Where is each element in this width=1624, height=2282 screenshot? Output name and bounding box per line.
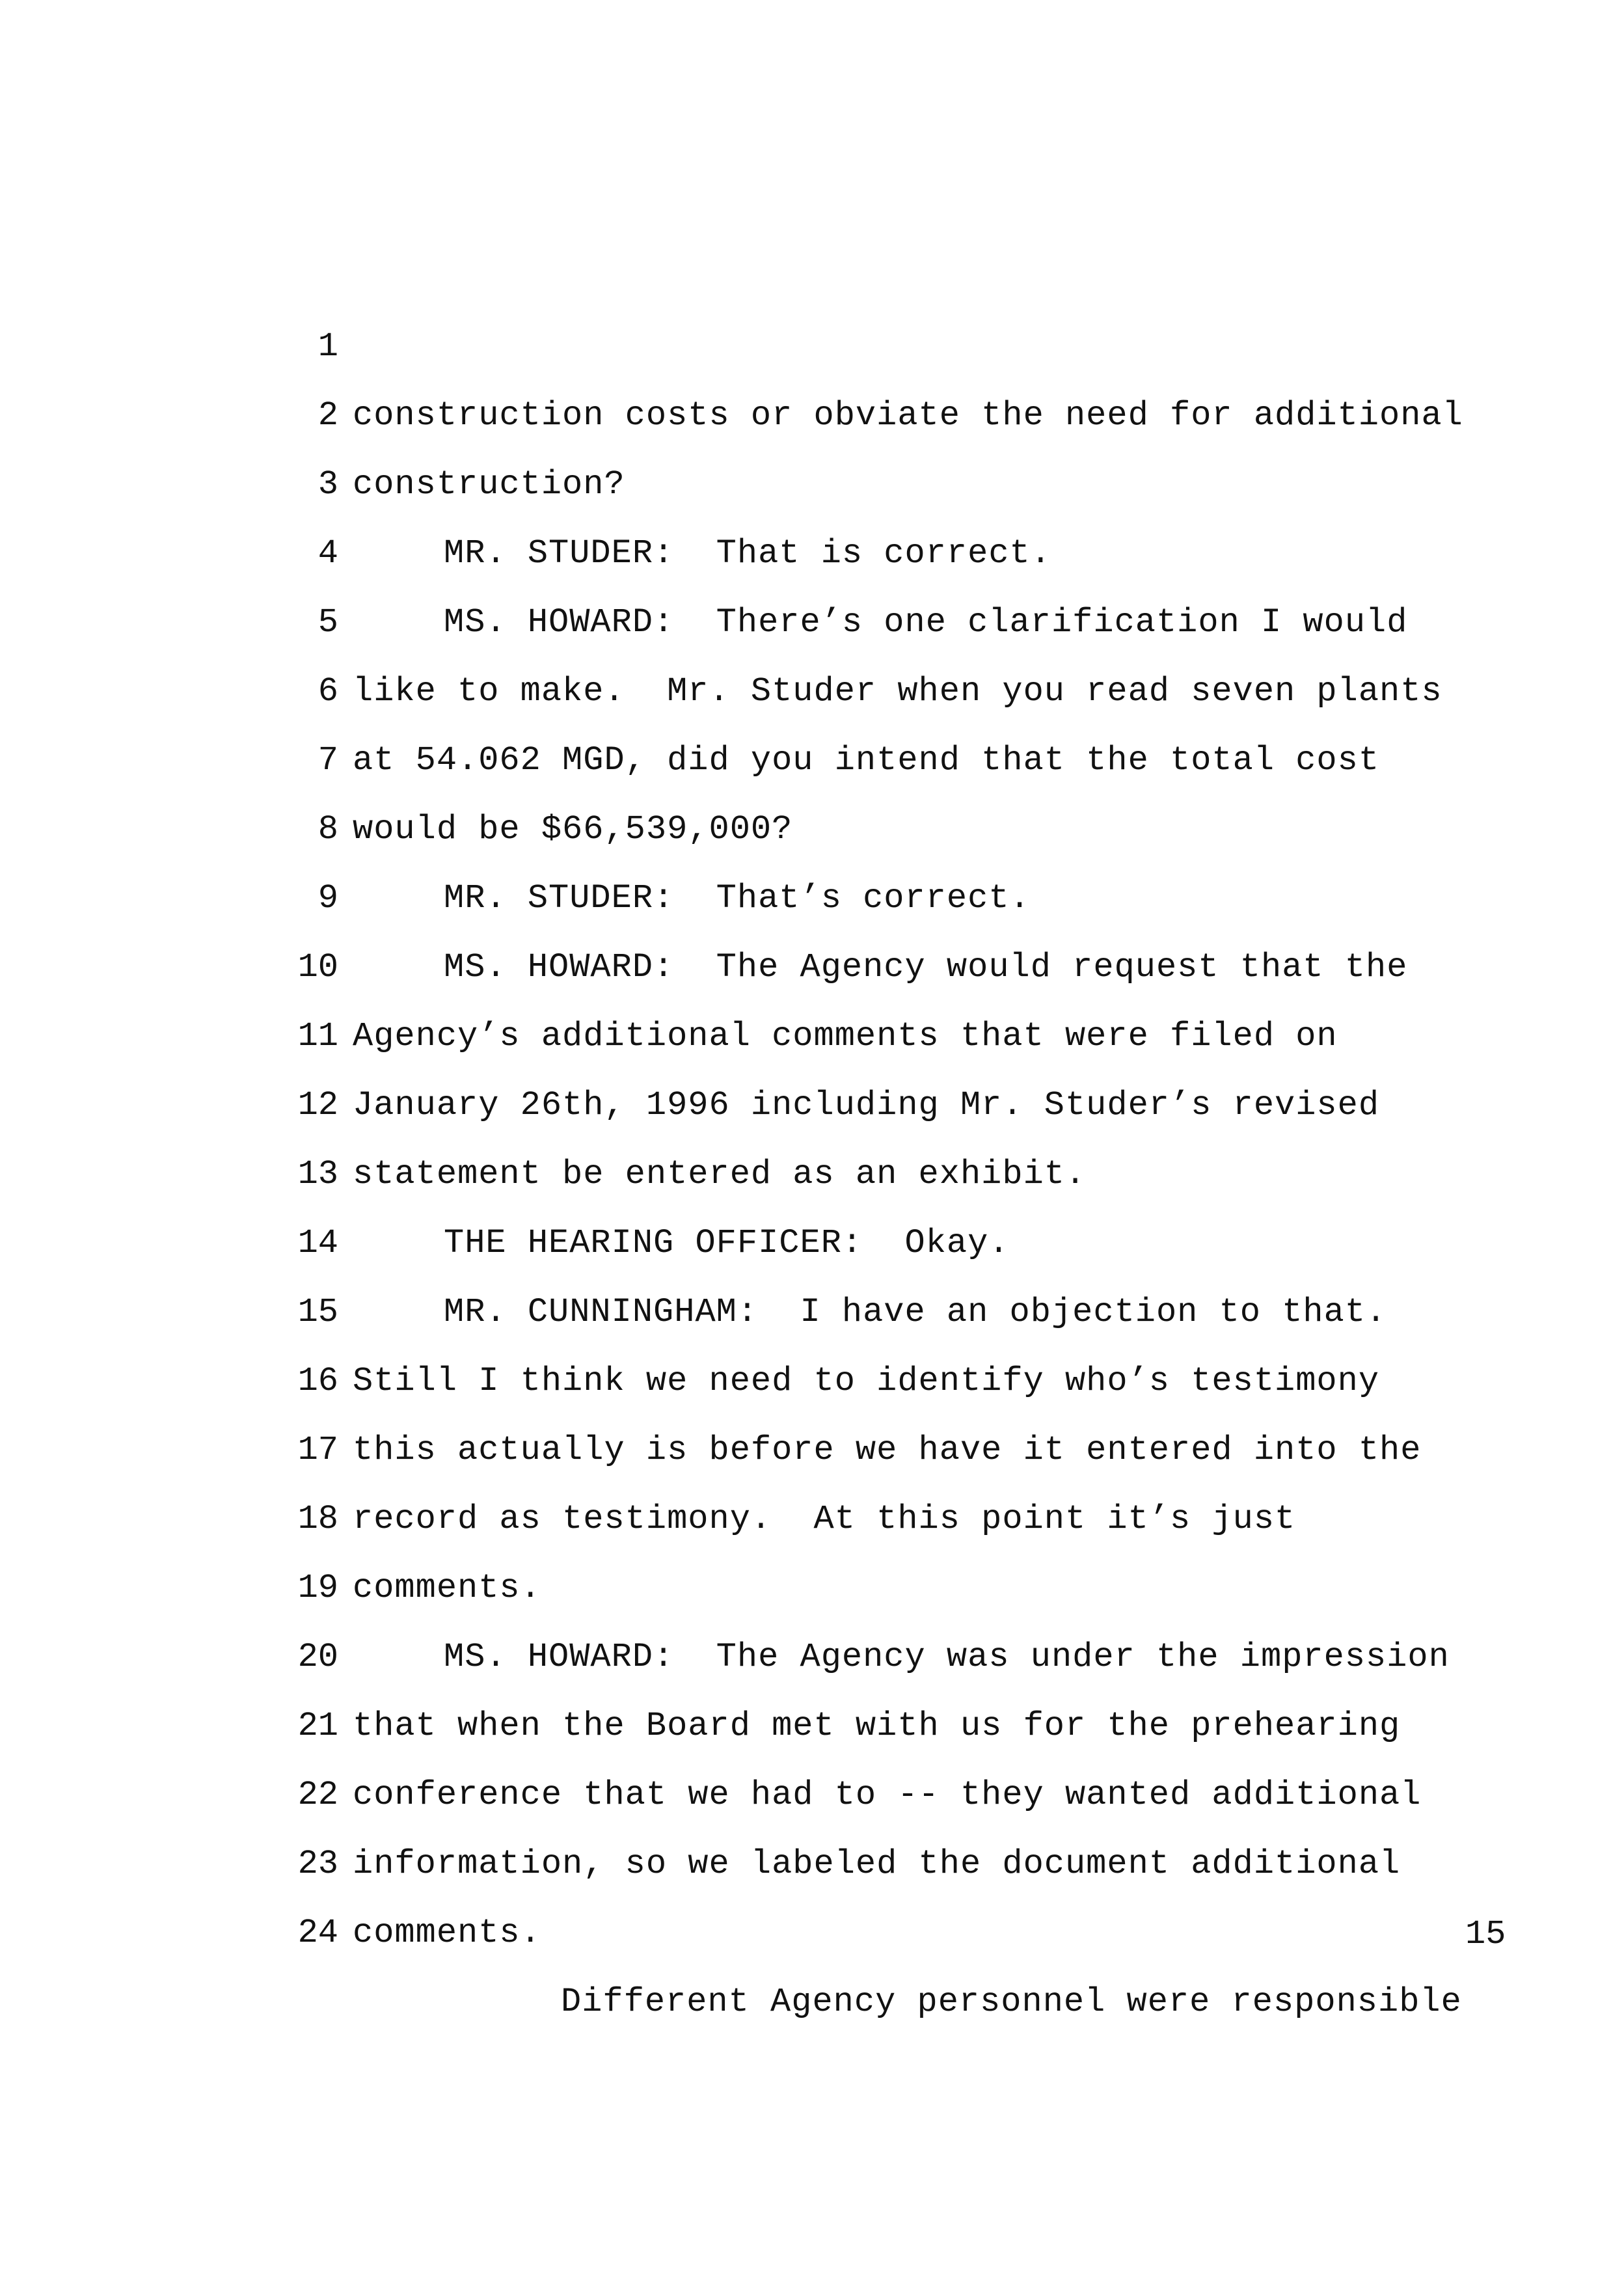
line-text: conference that we had to -- they wanted additional	[353, 1776, 1422, 1814]
line-number: 19	[297, 1569, 338, 1607]
line-number: 14	[297, 1224, 338, 1262]
transcript-line	[0, 174, 1463, 435]
line-number: 3	[318, 465, 338, 504]
line-number: 11	[297, 1017, 338, 1055]
line-number: 10	[297, 948, 338, 986]
line-text: Different Agency personnel were responsible	[561, 1983, 1462, 2021]
line-text: MR. STUDER: That’s correct.	[444, 879, 1031, 917]
line-text: Still I think we need to identify who’s testimony	[353, 1362, 1380, 1400]
line-number: 24	[297, 1914, 338, 1952]
line-text: construction?	[353, 465, 625, 504]
transcript-line	[0, 588, 793, 849]
line-number: 13	[297, 1155, 338, 1193]
line-number: 17	[297, 1431, 338, 1469]
line-number: 20	[297, 1638, 338, 1676]
line-text: like to make. Mr. Studer when you read seven plants	[353, 672, 1442, 711]
page-number: 15	[1465, 1915, 1506, 1953]
line-number: 6	[318, 672, 338, 711]
line-number: 16	[297, 1362, 338, 1400]
line-number: 18	[297, 1500, 338, 1538]
line-text: record as testimony. At this point it’s just	[353, 1500, 1296, 1538]
line-text: January 26th, 1996 including Mr. Studer’s revised	[353, 1086, 1380, 1124]
line-number: 22	[297, 1776, 338, 1814]
line-number: 7	[318, 741, 338, 780]
line-text: this actually is before we have it entered into the	[353, 1431, 1422, 1469]
transcript-line	[0, 243, 625, 504]
line-text: statement be entered as an exhibit.	[353, 1155, 1087, 1193]
line-number: 5	[318, 603, 338, 642]
line-number: 12	[297, 1086, 338, 1124]
line-text: that when the Board met with us for the prehearing	[353, 1707, 1401, 1745]
line-text: Agency’s additional comments that were filed on	[353, 1017, 1338, 1055]
line-text: would be $66,539,000?	[353, 810, 793, 849]
line-number: 4	[318, 534, 338, 573]
line-text: construction costs or obviate the need for additional	[353, 396, 1463, 435]
line-text: MR. CUNNINGHAM: I have an objection to that.	[444, 1293, 1387, 1331]
line-number: 21	[297, 1707, 338, 1745]
line-text: at 54.062 MGD, did you intend that the total cost	[353, 741, 1380, 780]
line-text: MR. STUDER: That is correct.	[444, 534, 1051, 573]
line-number: 2	[318, 396, 338, 435]
line-text: THE HEARING OFFICER: Okay.	[444, 1224, 1010, 1262]
line-number: 15	[297, 1293, 338, 1331]
line-number: 1	[318, 327, 338, 366]
line-number: 8	[318, 810, 338, 849]
line-text: MS. HOWARD: The Agency was under the impression	[444, 1638, 1450, 1676]
line-text: MS. HOWARD: There’s one clarification I would	[444, 603, 1408, 642]
line-number: 9	[318, 879, 338, 917]
line-text: comments.	[353, 1914, 541, 1952]
line-text: MS. HOWARD: The Agency would request that the	[444, 948, 1408, 986]
line-text: comments.	[353, 1569, 541, 1607]
line-text: information, so we labeled the document additional	[353, 1845, 1401, 1883]
line-number: 23	[297, 1845, 338, 1883]
